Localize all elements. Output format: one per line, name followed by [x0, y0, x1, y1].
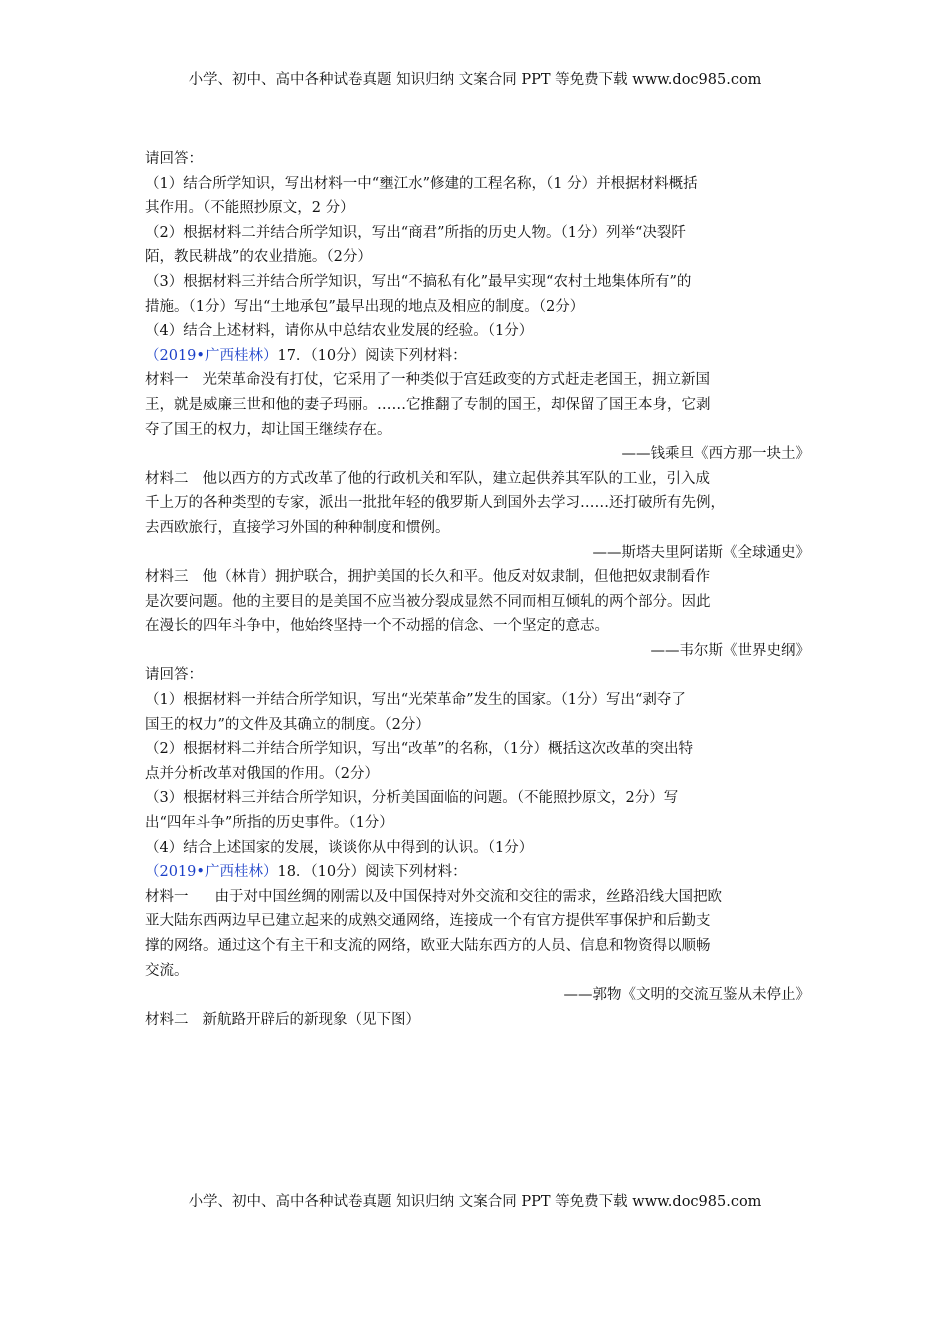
q18-material1-line1 — [145, 885, 810, 910]
q17-m3-text: 他（林肯）拥护联合，拥护美国的长久和平。他反对奴隶制，但他把奴隶制看作 — [202, 569, 710, 586]
q16-sub4-line1: （4）结合上述材料，请你从中总结农业发展的经验。（1分） — [145, 323, 534, 340]
q17-m2-label: 材料二 — [145, 470, 189, 487]
q18-m2-label: 材料二 — [145, 1011, 189, 1028]
q18-material1-line3: 撑的网络。通过这个有主干和支流的网络，欧亚大陆东西方的人员、信息和物资得以顺畅 — [145, 938, 711, 954]
q17-sub4-line1: （4）结合上述国家的发展，谈谈你从中得到的认识。（1分） — [145, 839, 534, 856]
q17-sub3-line1: （3）根据材料三并结合所学知识，分析美国面临的问题。（不能照抄原文，2分）写 — [145, 790, 679, 807]
q18-material1-citation: ——郭物《文明的交流互鉴从未停止》 — [563, 987, 810, 1004]
q18-heading — [145, 860, 810, 885]
q18-material2-line1 — [145, 1008, 810, 1033]
q17-sub1-line2: 国王的权力”的文件及其确立的制度。（2分） — [145, 716, 430, 733]
q17-material2-line2: 千上万的各种类型的专家，派出一批批年轻的俄罗斯人到国外去学习……还打破所有先例， — [145, 495, 725, 512]
q17-sub1-line1: （1）根据材料一并结合所学知识，写出“光荣革命”发生的国家。（1分）写出“剥夺了 — [145, 692, 686, 709]
q16-sub3-line2: 措施。（1分）写出“土地承包”最早出现的地点及相应的制度。（2分） — [145, 298, 585, 315]
q17-material1-citation: ——钱乘旦《西方那一块土》 — [621, 446, 810, 463]
q17-material2-line1 — [145, 467, 810, 492]
q17-material2-line3: 去西欧旅行，直接学习外国的种种制度和惯例。 — [145, 519, 450, 536]
q17-material1-line1 — [145, 368, 810, 393]
q17-sub2-line2: 点并分析改革对俄国的作用。（2分） — [145, 765, 379, 782]
page-footer: 小学、初中、高中各种试卷真题 知识归纳 文案合同 PPT 等免费下载 www.doc985.com — [188, 1194, 762, 1210]
q17-material3-citation: ——韦尔斯《世界史纲》 — [650, 642, 810, 659]
q18-m1-label: 材料一 — [145, 888, 189, 905]
q18-material1-line2: 亚大陆东西两边早已建立起来的成熟交通网络，连接成一个有官方提供军事保护和后勤支 — [145, 913, 711, 930]
q17-m3-label: 材料三 — [145, 569, 189, 586]
q17-m1-text: 光荣革命没有打仗，它采用了一种类似于宫廷政变的方式赶走老国王，拥立新国 — [202, 372, 710, 389]
q16-sub1-line1: （1）结合所学知识，写出材料一中“壅江水”修建的工程名称，（1 分）并根据材料概括 — [145, 175, 698, 192]
q17-sub2-line1: （2）根据材料二并结合所学知识，写出“改革”的名称，（1分）概括这次改革的突出特 — [145, 741, 694, 758]
q16-sub2-line1: （2）根据材料二并结合所学知识，写出“商君”所指的历史人物。（1分）列举“决裂阡 — [145, 224, 686, 241]
q17-heading — [145, 344, 810, 369]
q16-sub1-line2: 其作用。（不能照抄原文，2 分） — [145, 200, 355, 217]
q16-sub3-line1: （3）根据材料三并结合所学知识，写出“不搞私有化”最早实现“农村土地集体所有”的 — [145, 273, 692, 290]
q17-material1-line3: 夺了国王的权力，却让国王继续存在。 — [145, 421, 392, 438]
q18-source: （2019•广西桂林） — [145, 864, 278, 881]
q17-m2-text: 他以西方的方式改革了他的行政机关和军队，建立起供养其军队的工业，引入成 — [202, 470, 710, 487]
q17-sub3-line2: 出“四年斗争”所指的历史事件。（1分） — [145, 815, 394, 832]
q17-material3-line3: 在漫长的四年斗争中，他始终坚持一个不动摇的信念、一个坚定的意志。 — [145, 618, 609, 635]
q16-sub2-line2: 陌，教民耕战”的农业措施。（2分） — [145, 249, 372, 266]
q18-head: 18．（10分）阅读下列材料： — [277, 864, 467, 881]
q17-prompt: 请回答： — [145, 667, 203, 684]
q18-m1-text: 由于对中国丝绸的刚需以及中国保持对外交流和交往的需求，丝路沿线大国把欧 — [214, 888, 722, 905]
q17-head: 17．（10分）阅读下列材料： — [277, 347, 467, 364]
q16-prompt: 请回答： — [145, 151, 203, 167]
q18-m2-text: 新航路开辟后的新现象（见下图） — [202, 1011, 420, 1028]
page-header: 小学、初中、高中各种试卷真题 知识归纳 文案合同 PPT 等免费下载 www.doc985.com — [188, 72, 762, 88]
q18-material1-line4: 交流。 — [145, 962, 189, 979]
q17-m1-label: 材料一 — [145, 372, 189, 389]
document-body — [145, 147, 810, 1032]
q17-material3-line2: 是次要问题。他的主要目的是美国不应当被分裂成显然不同而相互倾轧的两个部分。因此 — [145, 593, 711, 610]
q17-material1-line2: 王，就是威廉三世和他的妻子玛丽。……它推翻了专制的国王，却保留了国王本身，它剥 — [145, 396, 711, 413]
q17-material3-line1 — [145, 565, 810, 590]
q17-source: （2019•广西桂林） — [145, 347, 278, 364]
q17-material2-citation: ——斯塔夫里阿诺斯《全球通史》 — [592, 544, 810, 561]
